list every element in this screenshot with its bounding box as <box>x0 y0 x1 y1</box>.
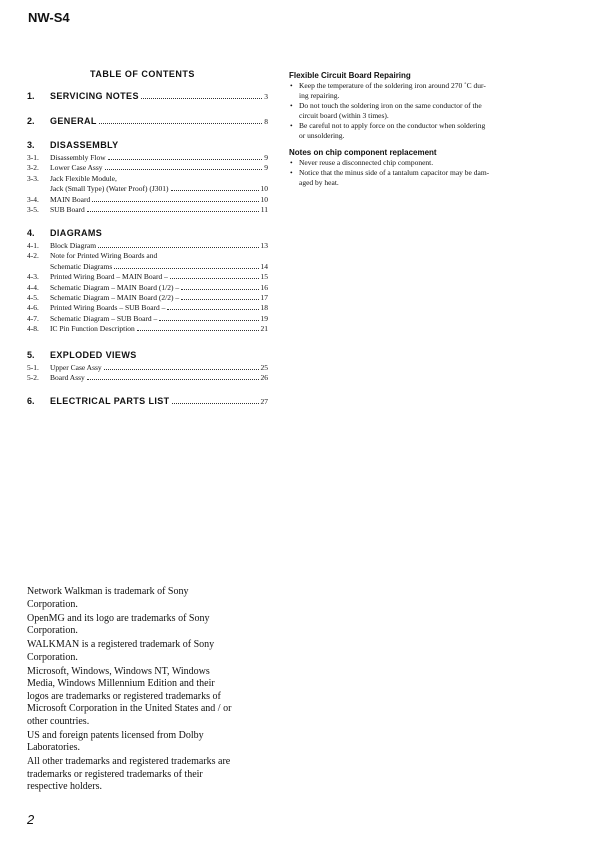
trademark-paragraph: US and foreign patents licensed from Dolby Laboratories. <box>27 729 204 753</box>
toc-entry[interactable] <box>27 373 268 383</box>
repair-notes <box>289 70 529 188</box>
toc-section-title: SERVICING NOTES <box>50 91 139 101</box>
trademark-paragraph: Network Walkman is trademark of Sony Corporation. <box>27 586 189 610</box>
note-block <box>289 147 529 188</box>
note-bullet: • Do not touch the soldering iron on the same conductor of the circuit board (within 3 times). <box>289 101 529 121</box>
toc-entry-number: 4-6. <box>27 303 39 313</box>
dot-leader <box>87 211 259 212</box>
dot-leader <box>172 403 259 404</box>
toc-page-number: 25 <box>260 363 268 372</box>
toc-entry-title: MAIN Board <box>50 194 91 204</box>
toc-entry[interactable] <box>27 293 268 303</box>
toc-page-number: 9 <box>264 163 268 173</box>
toc-entry-number: 3-3. <box>27 173 39 183</box>
toc-entry[interactable] <box>27 283 268 293</box>
toc-entry[interactable] <box>27 184 268 194</box>
toc-section <box>27 396 268 408</box>
toc-entry[interactable] <box>27 363 268 373</box>
dot-leader <box>181 289 258 290</box>
toc-entry-title: Disassembly Flow <box>50 153 106 162</box>
toc-page-number: 26 <box>260 373 268 383</box>
toc-page-number: 10 <box>260 194 268 204</box>
dot-leader <box>92 201 258 202</box>
toc-entry-number: 3-4. <box>27 194 39 204</box>
toc-page-number: 19 <box>260 313 268 323</box>
toc-entry-number: 4-3. <box>27 272 39 282</box>
toc-entry-title: Printed Wiring Boards – SUB Board – <box>50 303 166 313</box>
dot-leader <box>181 299 258 300</box>
toc-section-number: 5. <box>27 350 35 360</box>
toc-entry-title: Board Assy <box>50 373 85 383</box>
toc-entry-title: Lower Case Assy <box>50 163 103 173</box>
toc-entry[interactable] <box>27 195 268 205</box>
toc-entry-number: 4-1. <box>27 241 39 250</box>
toc-page-number: 10 <box>260 184 268 194</box>
page-number: 2 <box>27 812 35 827</box>
dot-leader <box>105 169 263 170</box>
note-heading: Notes on chip component replacement <box>289 148 437 157</box>
note-bullet: • Notice that the minus side of a tantalum capacitor may be dam- aged by heat. <box>289 168 529 188</box>
dot-leader <box>171 190 259 191</box>
trademark-paragraph: OpenMG and its logo are trademarks of Sony Corporation. <box>27 612 210 636</box>
toc-section-title: DIAGRAMS <box>50 228 103 238</box>
dot-leader <box>167 309 258 310</box>
dot-leader <box>141 98 262 99</box>
dot-leader <box>87 379 259 380</box>
note-bullet: • Be careful not to apply force on the conductor when soldering or unsoldering. <box>289 121 529 141</box>
note-bullet: • Keep the temperature of the soldering iron around 270 ˚C dur- ing repairing. <box>289 81 529 101</box>
toc-section-number: 6. <box>27 396 35 406</box>
toc-section-title: GENERAL <box>50 116 97 126</box>
toc-entry-number: 4-5. <box>27 292 39 302</box>
toc-entry-number: 3-5. <box>27 204 39 214</box>
toc-section-heading[interactable] <box>27 140 268 152</box>
toc-section-heading[interactable] <box>27 228 268 240</box>
toc-page-number: 3 <box>264 92 268 101</box>
toc-entry-title: IC Pin Function Description <box>50 324 135 334</box>
toc-entry-number: 4-8. <box>27 324 39 334</box>
note-heading: Flexible Circuit Board Repairing <box>289 71 411 80</box>
toc-title: TABLE OF CONTENTS <box>90 69 195 79</box>
toc-section-number: 4. <box>27 228 35 238</box>
toc-page-number: 17 <box>260 292 268 302</box>
toc-entry[interactable] <box>27 303 268 313</box>
dot-leader <box>114 268 258 269</box>
toc-page-number: 18 <box>260 303 268 313</box>
model-name: NW-S4 <box>28 10 70 25</box>
toc-entry[interactable] <box>27 251 268 261</box>
toc-section <box>27 228 268 335</box>
toc-entry-title: Jack (Small Type) (Water Proof) (J301) <box>50 184 169 194</box>
toc-page-number: 8 <box>264 117 268 126</box>
toc-entry-number: 4-2. <box>27 251 39 261</box>
toc-entry-title: Jack Flexible Module, <box>50 173 117 183</box>
toc-entry-title: Schematic Diagram – MAIN Board (2/2) – <box>50 292 180 302</box>
toc-section-heading[interactable] <box>27 116 268 128</box>
toc-page-number: 16 <box>260 282 268 292</box>
toc-page-number: 21 <box>260 324 268 334</box>
toc-entry-number: 4-4. <box>27 282 39 292</box>
toc-entry[interactable] <box>27 324 268 334</box>
toc-entry[interactable] <box>27 205 268 215</box>
toc-section-heading[interactable] <box>27 350 268 362</box>
toc-page-number: 11 <box>260 204 268 214</box>
dot-leader <box>98 247 258 248</box>
dot-leader <box>108 159 263 160</box>
toc-entry[interactable] <box>27 241 268 251</box>
toc-entry[interactable] <box>27 314 268 324</box>
toc-section-title: DISASSEMBLY <box>50 140 119 150</box>
toc-entry-title: SUB Board <box>50 204 85 214</box>
toc-entry[interactable] <box>27 272 268 282</box>
toc-entry[interactable] <box>27 262 268 272</box>
toc-section-title: EXPLODED VIEWS <box>50 350 137 360</box>
toc-section-title: ELECTRICAL PARTS LIST <box>50 396 170 406</box>
note-block <box>289 70 529 141</box>
toc-section-number: 1. <box>27 91 35 101</box>
toc-section-heading[interactable] <box>27 91 268 103</box>
trademark-paragraph: WALKMAN is a registered trademark of Sony Corporation. <box>27 639 215 663</box>
trademark-paragraph: All other trademarks and registered trademarks are trademarks or registered trademarks of their respective holders. <box>27 756 231 792</box>
note-bullet: • Never reuse a disconnected chip component. <box>289 158 529 168</box>
toc-section-number: 2. <box>27 116 35 126</box>
toc-entry-title: Schematic Diagram – SUB Board – <box>50 313 158 323</box>
trademark-paragraph: Microsoft, Windows, Windows NT, Windows Media, Windows Millennium Edition and their logos are trademarks or registered trademarks of Microsoft Corporation in the United States and / or other countries. <box>27 665 232 727</box>
toc-section <box>27 116 268 128</box>
toc-page-number: 27 <box>260 397 268 406</box>
dot-leader <box>137 330 259 331</box>
toc-entry[interactable] <box>27 174 268 184</box>
toc-section <box>27 350 268 384</box>
toc-page-number: 14 <box>260 261 268 271</box>
toc-entry-title: Schematic Diagrams <box>50 261 113 271</box>
toc-entry[interactable] <box>27 153 268 163</box>
dot-leader <box>104 369 259 370</box>
toc-entry-title: Printed Wiring Board – MAIN Board – <box>50 272 168 282</box>
toc-page-number: 9 <box>264 153 268 162</box>
toc-section <box>27 140 268 215</box>
toc-entry[interactable] <box>27 163 268 173</box>
toc-page-number: 15 <box>260 272 268 282</box>
dot-leader <box>159 320 258 321</box>
trademark-notices <box>27 586 272 795</box>
toc-entry-title: Note for Printed Wiring Boards and <box>50 251 158 261</box>
toc-entry-number: 3-2. <box>27 163 39 173</box>
toc-section-heading[interactable] <box>27 396 268 408</box>
toc-entry-number: 5-1. <box>27 363 39 372</box>
toc-entry-number: 4-7. <box>27 313 39 323</box>
toc-entry-title: Block Diagram <box>50 241 97 250</box>
toc-entry-title: Upper Case Assy <box>50 363 102 372</box>
toc-section-number: 3. <box>27 140 35 150</box>
dot-leader <box>170 278 259 279</box>
toc-entry-title: Schematic Diagram – MAIN Board (1/2) – <box>50 282 180 292</box>
toc-entry-number: 3-1. <box>27 153 39 162</box>
toc-section <box>27 91 268 103</box>
toc-page-number: 13 <box>260 241 268 250</box>
dot-leader <box>99 123 262 124</box>
toc-entry-number: 5-2. <box>27 373 39 383</box>
